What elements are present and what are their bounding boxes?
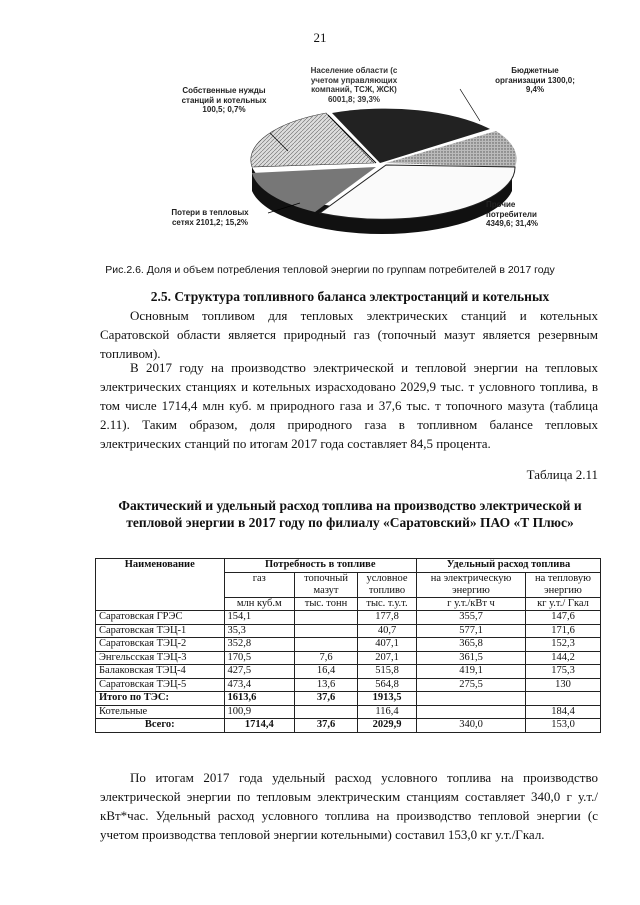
paragraph-1-text: Основным топливом для тепловых электрических станций и котельных Саратовской области является природный газ (топочный мазут является резервным топливом). (100, 308, 598, 361)
section-heading: 2.5. Структура топливного баланса электростанций и котельных (150, 289, 550, 304)
cell-mazut: 37,6 (295, 692, 358, 706)
unit-heat: кг у.т./ Гкал (526, 597, 601, 611)
cell-gas: 427,5 (224, 665, 295, 679)
cell-electric: 577,1 (417, 624, 526, 638)
cell-gas: 154,1 (224, 611, 295, 625)
cell-conv: 116,4 (358, 705, 417, 719)
cell-gas: 1613,6 (224, 692, 295, 706)
cell-heat: 130 (526, 678, 601, 692)
cell-name: Всего: (96, 719, 225, 733)
table-row (96, 678, 601, 692)
cell-gas: 352,8 (224, 638, 295, 652)
th-electric: на электрическую энергию (417, 572, 526, 597)
cell-conv: 1913,5 (358, 692, 417, 706)
cell-mazut (295, 638, 358, 652)
cell-conv: 515,8 (358, 665, 417, 679)
cell-mazut (295, 705, 358, 719)
cell-heat: 153,0 (526, 719, 601, 733)
cell-mazut: 13,6 (295, 678, 358, 692)
cell-electric: 275,5 (417, 678, 526, 692)
th-name: Наименование (96, 559, 225, 611)
cell-heat: 144,2 (526, 651, 601, 665)
cell-electric: 340,0 (417, 719, 526, 733)
cell-heat: 184,4 (526, 705, 601, 719)
unit-electric: г у.т./кВт ч (417, 597, 526, 611)
cell-electric: 355,7 (417, 611, 526, 625)
label-losses: Потери в тепловых сетях 2101,2; 15,2% (171, 208, 249, 227)
cell-name: Котельные (96, 705, 225, 719)
cell-heat: 152,3 (526, 638, 601, 652)
cell-conv: 207,1 (358, 651, 417, 665)
cell-electric: 365,8 (417, 638, 526, 652)
fuel-table (95, 558, 601, 733)
cell-electric (417, 705, 526, 719)
cell-heat (526, 692, 601, 706)
cell-gas: 100,9 (224, 705, 295, 719)
label-budget: Бюджетные организации 1300,0; 9,4% (495, 66, 575, 94)
label-population: Население области (с учетом управляющих компаний, ТСЖ, ЖСК) 6001,8; 39,3% (310, 66, 398, 104)
table-row-total-tes (96, 692, 601, 706)
table-row (96, 665, 601, 679)
table-row (96, 611, 601, 625)
cell-mazut (295, 611, 358, 625)
cell-gas: 473,4 (224, 678, 295, 692)
table-title: Фактический и удельный расход топлива на производство электрической и тепловой энергии в 2017 году по филиалу «Саратовский» ПАО «Т Плюс» (118, 498, 582, 530)
th-heat: на тепловую энергию (526, 572, 601, 597)
table-row-boilers (96, 705, 601, 719)
th-group-need: Потребность в топливе (224, 559, 417, 573)
cell-conv: 564,8 (358, 678, 417, 692)
cell-name: Саратовская ТЭЦ-5 (96, 678, 225, 692)
unit-mazut: тыс. тонн (295, 597, 358, 611)
th-gas: газ (224, 572, 295, 597)
cell-heat: 147,6 (526, 611, 601, 625)
cell-heat: 175,3 (526, 665, 601, 679)
cell-mazut: 7,6 (295, 651, 358, 665)
cell-conv: 407,1 (358, 638, 417, 652)
cell-name: Энгельсская ТЭЦ-3 (96, 651, 225, 665)
paragraph-2 (100, 358, 598, 453)
cell-electric (417, 692, 526, 706)
cell-electric: 361,5 (417, 651, 526, 665)
th-conventional: условное топливо (358, 572, 417, 597)
cell-mazut (295, 624, 358, 638)
cell-conv: 2029,9 (358, 719, 417, 733)
unit-gas: млн куб.м (224, 597, 295, 611)
cell-conv: 40,7 (358, 624, 417, 638)
cell-heat: 171,6 (526, 624, 601, 638)
paragraph-3-text: По итогам 2017 года удельный расход условного топлива на производство электрической энергии по тепловым электрическим станциям составляет 340,0 г у.т./кВт*час. Удельный расход условного топлива на производство тепловой энергии (с учетом производства тепловой энергии котельными) составил 153,0 кг у.т./Гкал. (100, 770, 598, 842)
cell-name: Саратовская ТЭЦ-1 (96, 624, 225, 638)
table-number: Таблица 2.11 (526, 467, 598, 482)
paragraph-2-text: В 2017 году на производство электрической и тепловой энергии на тепловых электрических станциях и котельных израсходовано 2029,9 тыс. т условного топлива, в том числе 1714,4 млн куб. м природного газа и 37,6 тыс. т топочного мазута (таблица 2.11). Таким образом, доля природного газа в топливном балансе тепловых электрических станций по итогам 2017 года составляет 84,5 процента. (100, 360, 598, 451)
cell-conv: 177,8 (358, 611, 417, 625)
cell-mazut: 16,4 (295, 665, 358, 679)
unit-conv: тыс. т.у.т. (358, 597, 417, 611)
cell-gas: 1714,4 (224, 719, 295, 733)
th-group-specific: Удельный расход топлива (417, 559, 601, 573)
cell-name: Саратовская ТЭЦ-2 (96, 638, 225, 652)
table-row-total (96, 719, 601, 733)
table-row (96, 624, 601, 638)
th-mazut: топочный мазут (295, 572, 358, 597)
figure-caption: Рис.2.6. Доля и объем потребления тепловой энергии по группам потребителей в 2017 году (105, 264, 555, 276)
cell-electric: 419,1 (417, 665, 526, 679)
page-number: 21 (313, 30, 327, 45)
paragraph-1 (100, 306, 598, 363)
cell-gas: 170,5 (224, 651, 295, 665)
label-own-needs: Собственные нужды станций и котельных 100,5; 0,7% (181, 86, 267, 114)
table-row (96, 638, 601, 652)
cell-name: Итого по ТЭС: (96, 692, 225, 706)
table-row (96, 651, 601, 665)
cell-gas: 35,3 (224, 624, 295, 638)
cell-mazut: 37,6 (295, 719, 358, 733)
cell-name: Балаковская ТЭЦ-4 (96, 665, 225, 679)
cell-name: Саратовская ГРЭС (96, 611, 225, 625)
label-other: Прочие потребители 4349,6; 31,4% (486, 200, 539, 228)
paragraph-3 (100, 768, 598, 844)
